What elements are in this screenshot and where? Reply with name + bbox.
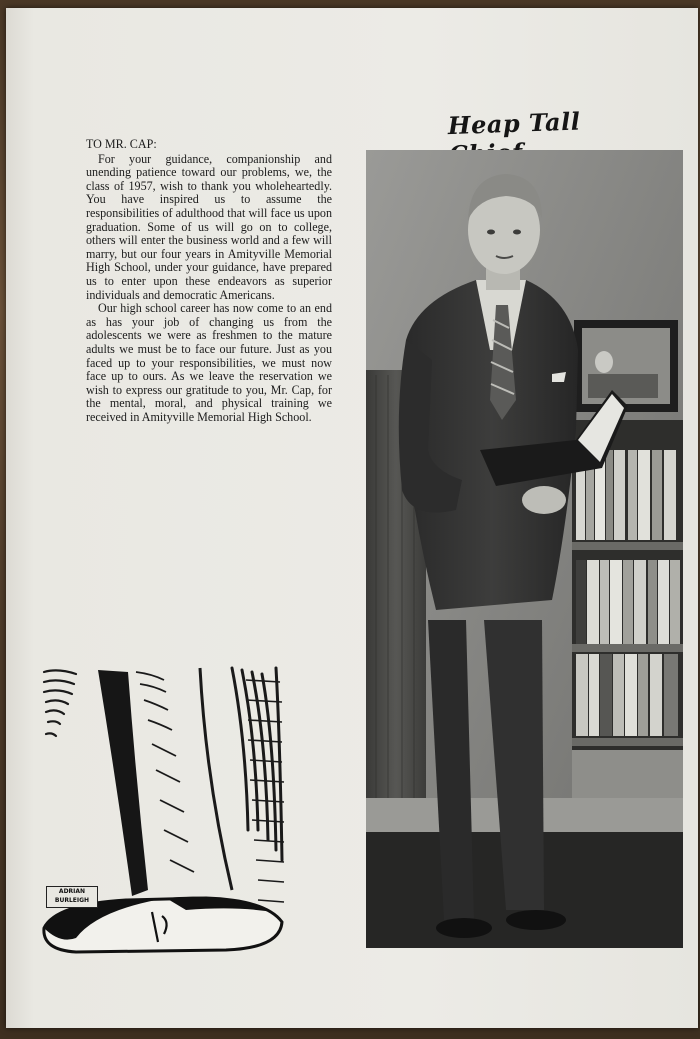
portrait-photo [366,150,683,948]
signature-line-2: BURLEIGH [54,897,90,904]
cartoonist-signature [46,886,98,908]
letter-salutation: TO MR. CAP: [86,137,157,151]
letter-paragraph-2: Our high school career has now come to an end as has your job of changing us from the adolescents we were as freshmen to the mature adults we must be to face our future. Just as you faced up to your responsibilities, we must now face up to ours. As we leave the reservation we wish to express our gratitude to you, Mr. Cap, for the mental, moral, and physical training we received in Amityville Memorial High School. [86,301,332,424]
man-hand [522,486,566,514]
page-heading: Heap Tall [447,106,581,141]
dedication-letter [86,138,332,424]
cartoon-trouser-shadow [98,670,148,896]
signature-line-1: ADRIAN [58,888,86,895]
left-shoe [436,918,492,938]
cartoon-drawing-feet [36,660,296,960]
letter-paragraph-1: For your guidance, companionship and unending patience toward our problems, we, the class of 1957, wish to thank you wholeheartedly. You have inspired us to assume the responsibilities of adulthood that will face us upon graduation. Some of us will go on to college, others will enter the business world and a few will marry, but our four years in Amityville Memorial High School, under your guidance, have prepared us to enter upon these endeavors as superior individuals and democratic Americans. [86,151,332,302]
right-shoe [506,910,566,930]
